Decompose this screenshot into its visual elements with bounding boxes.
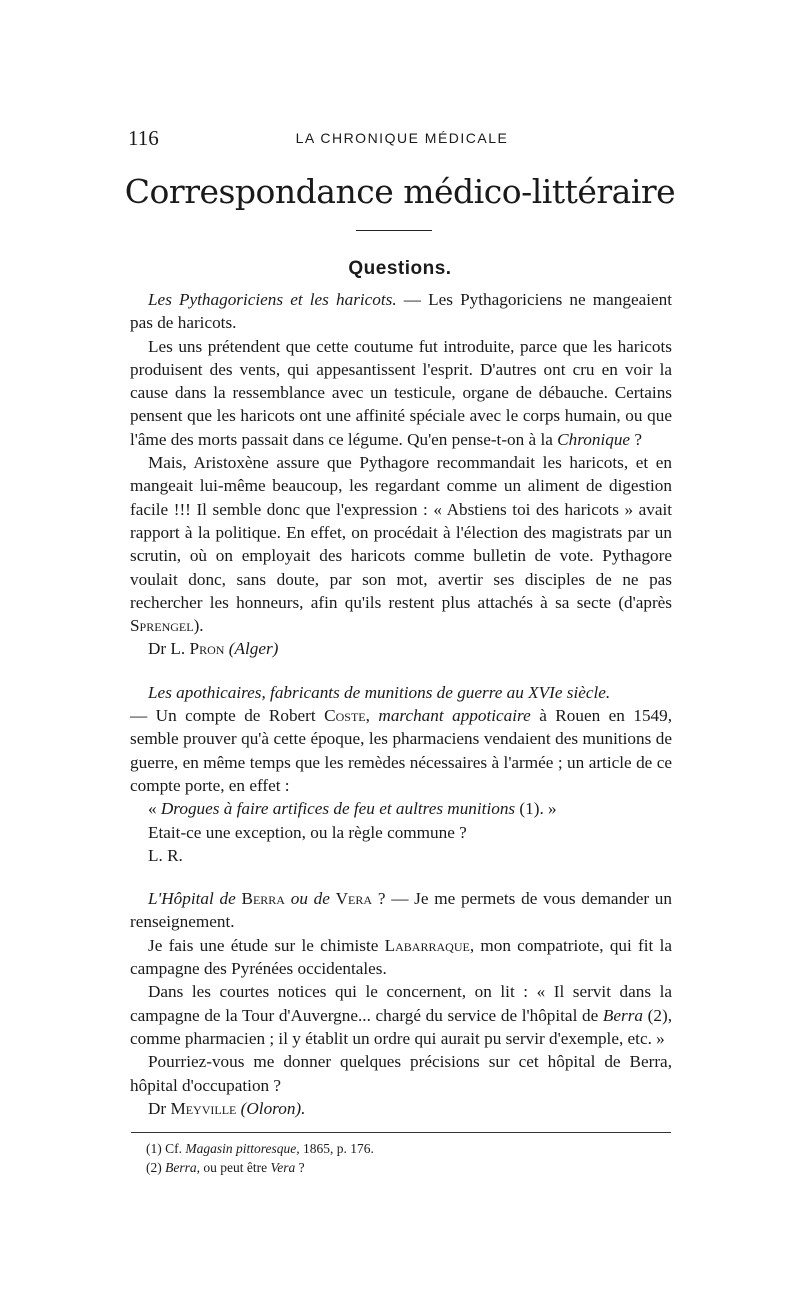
- q3-title-berra: Berra: [241, 889, 285, 909]
- q3-sig-name: Meyville: [170, 1098, 237, 1118]
- q3-title-ou: ou de: [284, 889, 336, 909]
- footnote-2-number: (2): [146, 1160, 166, 1175]
- running-title: LA CHRONIQUE MÉDICALE: [295, 130, 509, 146]
- footnote-2-mid: , ou peut être: [196, 1160, 271, 1175]
- article-body: [130, 288, 672, 1120]
- q2-quote-close: (1). »: [515, 799, 557, 819]
- q1-p2-journal: Chronique: [557, 429, 631, 449]
- q2-p1-name: Coste: [324, 706, 366, 726]
- q1-p2-end: ?: [630, 429, 642, 449]
- spacer: [130, 867, 672, 887]
- q2-quote-text: Drogues à faire artifices de feu et aultres munitions: [160, 799, 516, 819]
- q2-paragraph-1: [130, 704, 672, 797]
- footnote-1-rest: , 1865, p. 176.: [296, 1141, 374, 1156]
- q3-signature: [130, 1097, 672, 1120]
- q1-p2-text: Les uns prétendent que cette coutume fut introduite, parce que les haricots produisent des vents, qui appesantissent l'esprit. D'autres ont cru en voir la cause dans la ressemblance avec un testicule, organe de débauche. Certains pensent que les haricots ont une affinité spéciale avec le corps humain, ou que l'âme des morts passait dans ce légume. Qu'en pense-t-on à la: [130, 336, 672, 449]
- q1-paragraph-1: [130, 288, 672, 335]
- footnote-1-source: Magasin pittoresque: [185, 1141, 297, 1156]
- q1-paragraph-2: [130, 335, 672, 451]
- page-number: 116: [128, 126, 159, 150]
- q3-p3-berra: Berra: [602, 1005, 643, 1025]
- page-header: [128, 126, 676, 156]
- footnote-2: [146, 1158, 666, 1177]
- footnote-1-number: (1) Cf.: [146, 1141, 186, 1156]
- footnote-2-rest: ?: [295, 1160, 305, 1175]
- q3-title-de: de: [213, 889, 242, 909]
- q3-sig-title: Dr: [148, 1098, 171, 1118]
- q1-paragraph-3: [130, 451, 672, 637]
- q2-p1-text-a: — Un compte de Robert: [130, 706, 325, 726]
- q2-paragraph-3: Etait-ce une exception, ou la règle commune ?: [148, 822, 467, 842]
- q3-p2-text-b: , mon compatriote, qui fit la campagne des Pyrénées occidentales.: [130, 935, 672, 979]
- q3-p3-text-b: (2), comme pharmacien ; il y établit un ordre qui aurait pu servir d'exemple, etc. »: [130, 1005, 672, 1048]
- q3-sig-place: (Oloron).: [240, 1098, 306, 1118]
- q3-title-vera: Vera: [335, 889, 373, 909]
- q1-p3-author: Sprengel: [130, 616, 194, 636]
- section-title: Correspondance médico-littéraire: [124, 172, 676, 211]
- title-divider: [356, 230, 432, 231]
- q2-p1-text-b: ,: [365, 706, 379, 726]
- footnote-1: [146, 1139, 666, 1158]
- q1-title: Les Pythagoriciens et les haricots.: [148, 290, 397, 309]
- q3-p2-name: Labarraque: [384, 935, 470, 955]
- q2-p1-text-c: à Rouen en 1549, semble prouver qu'à cette époque, les pharmaciens vendaient des munitions de guerre, en même temps que les remèdes nécessaires à l'armée ; un article de ce compte porte, en effet :: [130, 706, 673, 795]
- q1-intro: — Les Pythagoriciens ne mangeaient pas de haricots.: [130, 290, 672, 333]
- q2-quote-open: «: [148, 799, 161, 819]
- q2-p1-role: marchant appoticaire: [378, 706, 531, 726]
- q2-quote: [130, 797, 672, 820]
- q2-title-paragraph: [130, 681, 672, 704]
- q3-paragraph-2: [130, 934, 672, 981]
- q1-p3-text: Mais, Aristoxène assure que Pythagore recommandait les haricots, et en mangeait lui-même beaucoup, les regardant comme un aliment de digestion facile !!! Il semble donc que l'expression : « Abstiens toi des haricots » avait rapport à la politique. En effet, on procédait à l'élection des magistrats par un scrutin, où on employait des haricots comme bulletin de vote. Pythagore voulait donc, sans doute, par son mot, avertir ses disciples de ne pas rechercher les honneurs, afin qu'ils restent plus attachés à sa secte (d'après: [130, 453, 672, 612]
- q3-paragraph-4: Pourriez-vous me donner quelques précisions sur cet hôpital de Berra, hôpital d'occupation ?: [130, 1052, 672, 1095]
- q3-p3-text-a: Dans les courtes notices qui le concernent, on lit : « Il servit dans la campagne de la Tour d'Auvergne... chargé du service de l'hôpital de: [130, 982, 672, 1025]
- spacer: [130, 661, 672, 681]
- q3-p2-text-a: Je fais une étude sur le chimiste: [148, 935, 385, 955]
- footnote-divider: [131, 1132, 671, 1133]
- q3-intro: ? — Je me permets de vous demander un renseignement.: [130, 889, 672, 932]
- footnote-2-vera: Vera: [270, 1160, 296, 1175]
- q3-paragraph-3: [130, 980, 672, 1050]
- q1-signature: [130, 637, 672, 660]
- footnotes: [146, 1139, 666, 1177]
- q3-paragraph-1: [130, 887, 672, 934]
- q2-signature: L. R.: [148, 845, 183, 865]
- q2-title: Les apothicaires, fabricants de munitions de guerre au XVIe siècle.: [148, 682, 611, 702]
- q1-sig-title: Dr L.: [148, 639, 190, 659]
- questions-heading: Questions.: [348, 258, 452, 279]
- q1-sig-name: Pron: [189, 639, 225, 659]
- q3-title-hopital: L'Hôpital: [148, 889, 214, 909]
- q1-p3-end: ).: [193, 616, 204, 636]
- footnote-2-berra: Berra: [165, 1160, 197, 1175]
- q1-sig-place: (Alger): [228, 639, 279, 659]
